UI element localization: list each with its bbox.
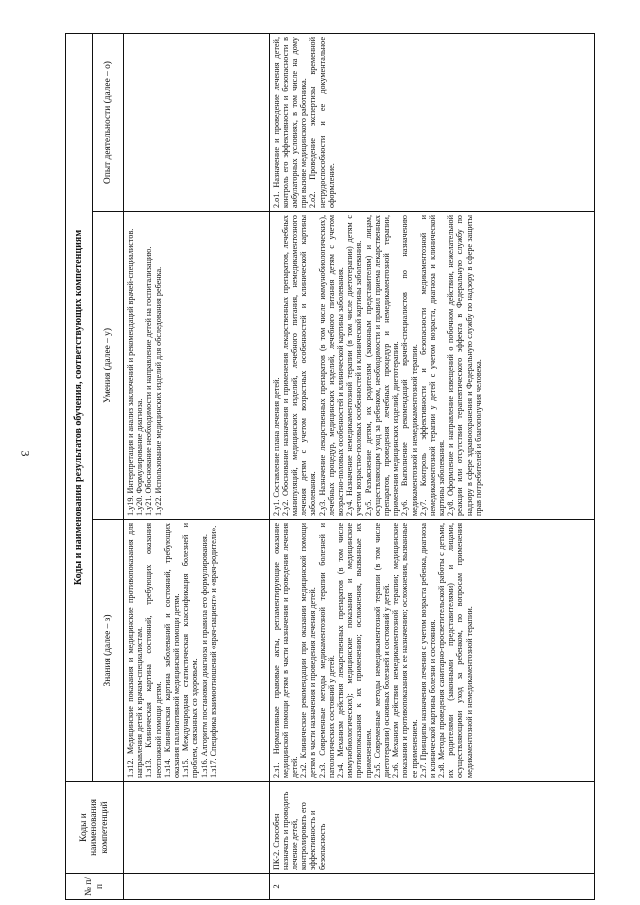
skill-item: 2.у3. Назначение лекарственных препаратов (в том числе иммунобиологических), лечебных процедур, медицинских изделий, лечебного питания детям с учетом возрастно-половых особенностей и клинической картины заболевания. xyxy=(317,215,345,516)
table-row xyxy=(269,34,594,900)
skill-item: 2.у6. Выполнение рекомендаций врачей-специалистов по назначению медикаментозной и немедикаментозной терапии. xyxy=(400,215,419,516)
skills-cell xyxy=(124,212,270,520)
knowledge-item: 2.з1. Нормативные правовые акты, регламентирующие оказание медицинской помощи детям в части назначения и проведения лечения детей. xyxy=(271,523,300,778)
skill-item: 1.у19. Интерпретация и анализ заключений и рекомендаций врачей-специалистов. xyxy=(126,228,135,516)
skill-item: 2.у2. Обоснование назначения и применения лекарственных препаратов, лечебных манипуляций, медицинских изделий, лечебного питания, немедикаментозного лечения детям с учетом возрастных особенностей и клинической картины заболевания. xyxy=(280,215,318,516)
skill-item: 1.у20. Формулирование диагноза. xyxy=(135,398,145,516)
knowledge-item: 2.з6. Механизм действия немедикаментозной терапии; медицинские показания и противопоказания к ее назначению; осложнения, вызванные ее применением. xyxy=(391,523,419,778)
experience-item: 2.о2. Проведение экспертизы временной нетрудоспособности и ее документальное оформление. xyxy=(308,37,336,208)
rotated-table-wrapper xyxy=(65,34,595,900)
knowledge-item: 2.з2. Клинические рекомендации при оказании медицинской помощи детям в части назначения и проведения лечения детей. xyxy=(299,523,318,778)
knowledge-item: 2.з7. Принципы назначения лечения с учетом возраста ребенка, диагноза и клинической картины болезни и состояния. xyxy=(418,523,437,778)
knowledge-item: 1.з13. Клиническая картина состояний, требующих оказания неотложной помощи детям. xyxy=(144,523,163,778)
row-number-cell: 2 xyxy=(269,874,594,900)
experience-item: 2.о1. Назначение и проведение лечения детей, контроль его эффективности и безопасности в амбулаторных условиях, в том числе на дому при вызове медицинского работника. xyxy=(271,37,309,208)
knowledge-item: 2.з5. Современные методы немедикаментозной терапии (в том числе диетотерапии) основных болезней и состояний у детей. xyxy=(372,523,391,778)
competency-table xyxy=(65,33,595,900)
knowledge-item: 1.з12. Медицинские показания и медицинские противопоказания для направления детей к врачам-специалистам. xyxy=(126,523,145,778)
table-row xyxy=(124,34,270,900)
knowledge-item: 2.з4. Механизм действия лекарственных препаратов (в том числе иммунобиологических); медицинские показания и медицинские противопоказания к их применению; осложнения, вызванные их применением. xyxy=(336,523,373,778)
skill-item: 2.у1. Составление плана лечения детей. xyxy=(271,377,281,516)
header-skills: Умения (далее – у) xyxy=(93,212,124,520)
skill-item: 1.у21. Обоснование необходимости и направление детей на госпитализацию. xyxy=(144,246,154,516)
experience-cell xyxy=(269,34,594,212)
header-learning-results: Коды и наименования результатов обучения, соответствующих компетенциям xyxy=(66,34,93,782)
skill-item: 2.у5. Разъяснение детям, их родителям (законным представителям) и лицам, осуществляющим уход за ребенком, необходимости и правил приема лекарственных препаратов, проведения лечебных процедур и немедикаментозной терапии, применения медицинских изделий, диетотерапии. xyxy=(363,215,401,516)
competency-code-cell xyxy=(124,782,270,874)
header-number: № п/п xyxy=(66,874,124,900)
row-number-cell xyxy=(124,874,270,900)
experience-cell xyxy=(124,34,270,212)
skill-item: 2.у7. Контроль эффективности и безопасности медикаментозной и немедикаментозной терапии у детей с учетом возраста, диагноза и клинической картины заболевания. xyxy=(418,215,447,516)
knowledge-item: 2.з8. Методы проведения санитарно-просветительской работы с детьми, их родителями (законными представителями) и лицами, осуществляющими уход за ребенком, по вопросам применения медикаментозной и немедикаментозной терапии. xyxy=(437,523,474,778)
header-knowledge: Знания (далее – з) xyxy=(93,520,124,782)
skill-item: 1.у22. Использование медицинских изделий для обследования ребенка. xyxy=(153,266,163,516)
knowledge-cell xyxy=(124,520,270,782)
page-number: 3 xyxy=(18,450,33,457)
knowledge-cell xyxy=(269,520,594,782)
header-experience: Опыт деятельности (далее – о) xyxy=(93,34,124,212)
table-body xyxy=(124,34,595,900)
knowledge-item: 1.з15. Международная статистическая классификация болезней и проблем, связанных со здоровьем. xyxy=(181,523,200,778)
competency-code-cell: ПК-2. Способен назначать и проводить лечение детей, контролировать его эффективность и безопасность xyxy=(269,782,594,874)
rotated-table-frame xyxy=(65,34,595,900)
header-competency-codes: Коды и наименования компетенций xyxy=(66,782,124,874)
skill-item: 2.у4. Назначение немедикаментозной терапии (в том числе диетотерапии) детям с учетом возрастно-половых особенностей и клинической картины заболевания. xyxy=(345,215,364,516)
skill-item: 2.у8. Оформление и направление извещений о побочном действии, нежелательной реакции или отсутствии терапевтического эффекта в Федеральную службу по надзору в сфере здравоохранения и Федеральную службу по надзору в сфере защиты прав потребителей и благополучия человека. xyxy=(446,215,483,516)
skills-cell xyxy=(269,212,594,520)
knowledge-item: 1.з14. Клиническая картина заболеваний и состояний, требующих оказания паллиативной медицинской помощи детям. xyxy=(162,523,181,778)
knowledge-item: 1.з17. Специфика взаимоотношений «врач-пациент» и «врач-родители». xyxy=(208,525,218,778)
knowledge-item: 2.з3. Современные методы медикаментозной терапии болезней и патологических состояний у детей. xyxy=(317,523,336,778)
knowledge-item: 1.з16. Алгоритм постановки диагноза и правила его формулирования. xyxy=(199,534,209,778)
